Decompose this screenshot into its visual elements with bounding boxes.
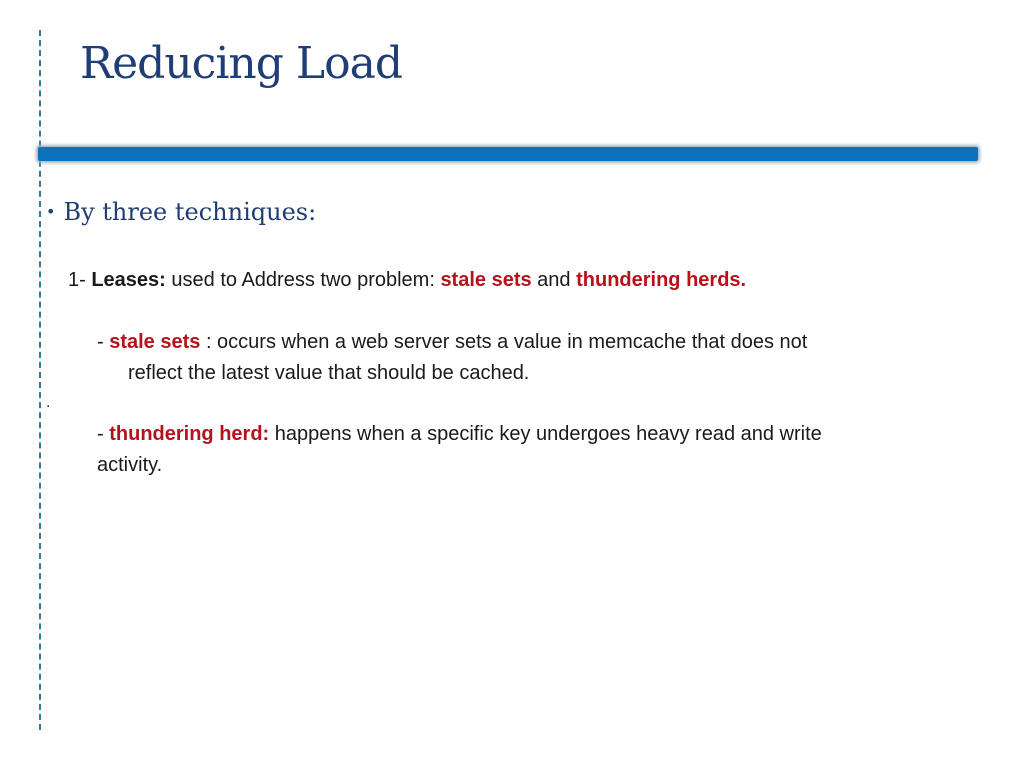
stale-sets-term: stale sets [109, 331, 201, 353]
title-accent-bar [38, 147, 978, 161]
stale-sets-text-2: reflect the latest value that should be cached. [128, 362, 530, 384]
thundering-herd-text-2: activity. [97, 454, 163, 476]
thundering-herd-term: thundering herd: [109, 423, 270, 445]
leases-term: Leases: [91, 269, 166, 291]
thundering-herd-dash: - [97, 423, 110, 445]
leases-joiner: and [531, 269, 577, 291]
thundering-herds-highlight: thundering herds. [576, 269, 747, 291]
thundering-herd-line-1 [97, 419, 822, 449]
thundering-herd-text-1: happens when a specific key undergoes heavy read and write [269, 423, 822, 445]
stale-sets-text-1: : occurs when a web server sets a value in memcache that does not [200, 331, 808, 353]
stale-sets-line-2 [128, 358, 529, 388]
bullet-dot-icon: • [46, 202, 56, 221]
stale-sets-highlight: stale sets [440, 269, 532, 291]
main-bullet [46, 198, 316, 226]
leases-text: used to Address two problem: [165, 269, 441, 291]
left-dashed-rule [39, 30, 41, 730]
leases-prefix: 1- [68, 269, 92, 291]
stale-sets-dash: - [97, 331, 110, 353]
leases-line [68, 265, 746, 295]
stale-sets-line-1 [97, 327, 807, 357]
main-bullet-text: By three techniques: [63, 198, 317, 226]
stray-period: . [46, 394, 51, 411]
thundering-herd-line-2 [97, 450, 162, 480]
slide-title: Reducing Load [80, 38, 402, 89]
